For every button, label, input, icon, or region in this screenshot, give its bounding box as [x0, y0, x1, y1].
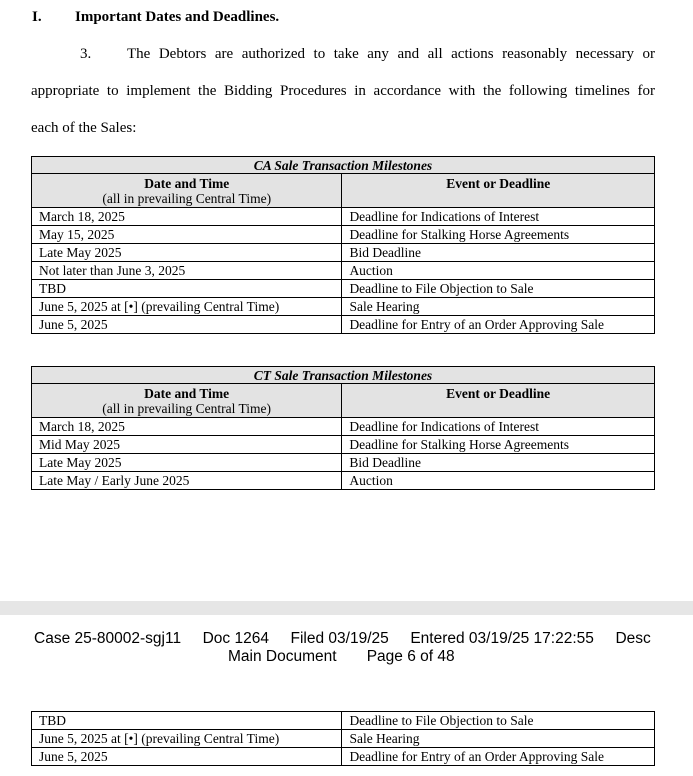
paragraph-line-2: appropriate to implement the Bidding Procedures in accordance with the following timelines for [31, 83, 655, 99]
milestone-date: June 5, 2025 at [•] (prevailing Central Time) [32, 730, 342, 748]
table-row [32, 244, 655, 262]
entered-date: Entered 03/19/25 17:22:55 [410, 630, 594, 647]
table-row [32, 418, 655, 436]
milestone-event: Bid Deadline [342, 244, 655, 262]
milestone-event: Deadline for Entry of an Order Approving Sale [342, 316, 655, 334]
ct-col-date-header [32, 384, 342, 418]
milestone-date: June 5, 2025 at [•] (prevailing Central Time) [32, 298, 342, 316]
ca-col-event-label: Event or Deadline [446, 176, 551, 191]
section-heading [32, 9, 279, 26]
table-row [32, 208, 655, 226]
paragraph-line-3: each of the Sales: [31, 120, 137, 136]
table-row [32, 262, 655, 280]
desc-label: Desc [615, 630, 651, 647]
ca-col-date-sublabel: (all in prevailing Central Time) [102, 191, 272, 206]
ca-milestones-table [31, 156, 655, 334]
milestone-event: Deadline for Stalking Horse Agreements [342, 226, 655, 244]
paragraph-line-1-text: The Debtors are authorized to take any and all actions reasonably necessary or [127, 46, 655, 62]
filing-line-2 [228, 648, 455, 665]
filing-line-1 [34, 630, 654, 647]
filed-date: Filed 03/19/25 [290, 630, 389, 647]
ct-table-title: CT Sale Transaction Milestones [32, 367, 655, 384]
table-row [32, 472, 655, 490]
ct-col-date-label: Date and Time [144, 386, 230, 401]
paragraph-line-1 [31, 46, 655, 63]
table-row [32, 748, 655, 766]
table-row [32, 454, 655, 472]
doc-number: Doc 1264 [202, 630, 269, 647]
milestone-event: Auction [342, 472, 655, 490]
milestone-event: Deadline for Stalking Horse Agreements [342, 436, 655, 454]
ca-table-title: CA Sale Transaction Milestones [32, 157, 655, 174]
milestone-date: May 15, 2025 [32, 226, 342, 244]
table-row [32, 730, 655, 748]
milestone-event: Deadline for Entry of an Order Approving Sale [342, 748, 655, 766]
milestone-date: Mid May 2025 [32, 436, 342, 454]
section-title: Important Dates and Deadlines. [75, 9, 280, 25]
ca-col-date-header [32, 174, 342, 208]
milestone-event: Auction [342, 262, 655, 280]
ct-milestones-table [31, 366, 655, 490]
continued-milestones-table [31, 711, 655, 766]
milestone-event: Bid Deadline [342, 454, 655, 472]
milestone-date: June 5, 2025 [32, 316, 342, 334]
main-document-label: Main Document [228, 648, 337, 665]
table-row [32, 436, 655, 454]
ca-col-event-header [342, 174, 655, 208]
ca-col-date-label: Date and Time [144, 176, 230, 191]
milestone-date: March 18, 2025 [32, 418, 342, 436]
milestone-date: Not later than June 3, 2025 [32, 262, 342, 280]
milestone-event: Sale Hearing [342, 298, 655, 316]
ct-col-event-header [342, 384, 655, 418]
milestone-event: Deadline for Indications of Interest [342, 208, 655, 226]
ct-col-event-label: Event or Deadline [446, 386, 551, 401]
table-row [32, 712, 655, 730]
milestone-date: March 18, 2025 [32, 208, 342, 226]
milestone-date: TBD [32, 280, 342, 298]
milestone-date: Late May 2025 [32, 454, 342, 472]
milestone-event: Deadline for Indications of Interest [342, 418, 655, 436]
milestone-date: June 5, 2025 [32, 748, 342, 766]
milestone-event: Sale Hearing [342, 730, 655, 748]
milestone-date: Late May 2025 [32, 244, 342, 262]
paragraph-number: 3. [80, 46, 92, 62]
table-row [32, 298, 655, 316]
table-row [32, 316, 655, 334]
table-row [32, 226, 655, 244]
page-separator [0, 601, 693, 615]
milestone-event: Deadline to File Objection to Sale [342, 712, 655, 730]
page-indicator: Page 6 of 48 [366, 648, 455, 665]
section-number: I. [32, 9, 42, 25]
milestone-event: Deadline to File Objection to Sale [342, 280, 655, 298]
table-row [32, 280, 655, 298]
case-number: Case 25-80002-sgj11 [34, 630, 182, 647]
milestone-date: TBD [32, 712, 342, 730]
ct-col-date-sublabel: (all in prevailing Central Time) [102, 401, 272, 416]
milestone-date: Late May / Early June 2025 [32, 472, 342, 490]
